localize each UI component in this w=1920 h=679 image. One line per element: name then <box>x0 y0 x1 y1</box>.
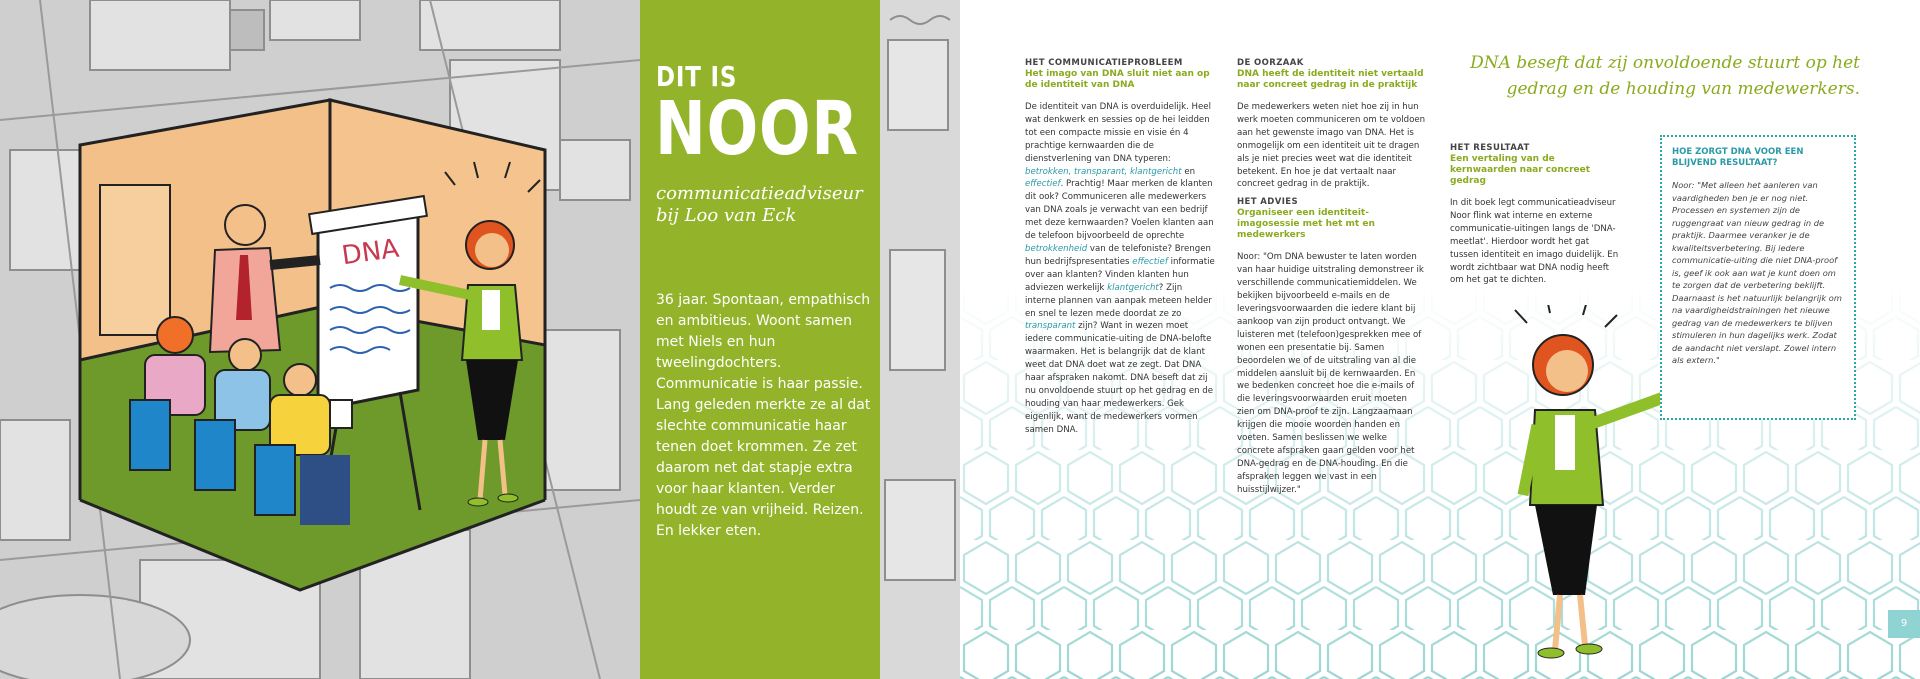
section-advies <box>1237 197 1427 496</box>
section-body: De medewerkers weten niet hoe zij in hun werk moeten communiceren om te voldoen aan het gewenste imago van DNA. Het is onmogelijk om een identiteit uit te dragen als je niet precies weet wat die identiteit betekent. En hoe je dat vertaalt naar concreet gedrag in de praktijk. <box>1237 102 1426 190</box>
pull-quote: DNA beseft dat zij onvoldoende stuurt op het gedrag en de houding van medewerkers. <box>1470 53 1860 99</box>
meeting-room-illustration <box>0 0 640 679</box>
section-body: De identiteit van DNA is overduidelijk. Heel wat denkwerk en sessies op de hei leidden tot een compacte missie en visie én 4 prachtige kernwaarden die de dienstverlening van DNA typeren: betrokken, transparant, klantgericht en effectief. Prachtig! Maar merken de klanten dit ook? Communiceren alle medewerkers van DNA zoals je verwacht van een bedrijf met deze kernwaarden? Voelen klanten aan de telefoon bijvoorbeeld de oprechte betrokkenheid van de telefoniste? Brengen hun bedrijfspresentaties effectief informatie over aan klanten? Vinden klanten hun adviezen werkelijk klantgericht? Zijn interne plannen van aanpak meteen helder en snel te lezen mede doordat ze zo transparant zijn? Want in wezen moet iedere communicatie-uiting de DNA-belofte waarmaken. Het is belangrijk dat de klant weet dat DNA doet wat ze zegt. Dat DNA haar afspraken nakomt. DNA beseft dat zij nu onvoldoende stuurt op het gedrag en de houding van haar medewerkers. Gek eigenlijk, want de medewerkers vormen samen DNA. <box>1025 102 1215 435</box>
section-oorzaak <box>1237 58 1427 191</box>
section-label: HET RESULTAAT <box>1450 143 1530 153</box>
section-body: Noor: "Om DNA bewuster te laten worden van haar huidige uitstraling demonstreer ik verschillende communicatiemiddelen. We bekijken bijvoorbeeld e-mails en de leveringsvoorwaarden die iedere klant bij aankoop van zijn product ontvangt. We luisteren met (telefoon)gesprekken mee of wonen een presentatie bij. Samen beoordelen we of de uitstraling van al die middelen aansluit bij de kernwaarden. En we bedenken concreet hoe die e-mails of die leveringsvoorwaarden eruit moeten zien om DNA-proof te zijn. Langzaamaan krijgen die mooie woorden handen en voeten. Samen beslissen we welke concrete afspraken gaan gelden voor het DNA-gedrag en de DNA-houding. En die afspraken leggen we vast in een huisstijlwijzer." <box>1237 252 1424 495</box>
sidebar-box <box>1660 135 1856 420</box>
intro-role: communicatieadviseur bij Loo van Eck <box>656 183 863 226</box>
section-label: HET ADVIES <box>1237 197 1298 208</box>
sidebar-text: Noor: "Met alleen het aanleren van vaardigheden ben je er nog niet. Processen en systemen zijn de ruggengraat van nieuw gedrag in de praktijk. Daarmee veranker je de kwaliteitsverbetering. Bij iedere communicatie-uiting die niet DNA-proof is, geef ik ook aan wat je kunt doen om te zorgen dat de verbetering beklijft. Daarnaast is het natuurlijk belangrijk om na vaardigheidstrainingen het nieuwe gedrag van de medewerkers te blijven stimuleren in hun dagelijks werk. Zodat de aandacht niet verslapt. Zowel intern als extern." <box>1672 180 1842 365</box>
intro-bio: 36 jaar. Spontaan, empathisch en ambitieus. Woont samen met Niels en hun tweelingdochters. Communicatie is haar passie. Lang geleden merkte ze al dat slechte communicatie haar tenen doet krommen. Ze zet daarom net dat stapje extra voor haar klanten. Verder houdt ze van vrijheid. Reizen. En lekker eten. <box>656 292 871 539</box>
section-heading: Organiseer een identiteit-imagosessie met het mt en medewerkers <box>1237 208 1375 241</box>
intro-name: NOOR <box>655 86 859 172</box>
section-probleem <box>1025 58 1215 437</box>
section-heading: Het imago van DNA sluit niet aan op de identiteit van DNA <box>1025 69 1210 90</box>
section-label: HET COMMUNICATIEPROBLEEM <box>1025 58 1183 68</box>
section-resultaat <box>1450 143 1620 287</box>
gutter-illustration <box>880 0 960 679</box>
section-heading: DNA heeft de identiteit niet vertaald naar concreet gedrag in de praktijk <box>1237 69 1424 90</box>
intro-pretitle: DIT IS <box>656 60 738 93</box>
page-number: 9 <box>1888 610 1920 638</box>
illustration <box>0 0 640 679</box>
section-heading: Een vertaling van de kernwaarden naar concreet gedrag <box>1450 154 1591 186</box>
section-label: DE OORZAAK <box>1237 58 1304 68</box>
section-body: In dit boek legt communicatieadviseur Noor flink wat interne en externe communicatie-uitingen langs de 'DNA-meetlat'. Hierdoor wordt het gat tussen identiteit en imago duidelijk. En wordt zichtbaar wat DNA nodig heeft om het gat te dichten. <box>1450 198 1619 286</box>
flipchart-text: DNA <box>339 233 401 272</box>
noor-figure-illustration <box>1505 305 1685 665</box>
section-column-2 <box>1237 58 1427 497</box>
sidebar-title: HOE ZORGT DNA VOOR EEN BLIJVEND RESULTAAT? <box>1672 147 1804 168</box>
